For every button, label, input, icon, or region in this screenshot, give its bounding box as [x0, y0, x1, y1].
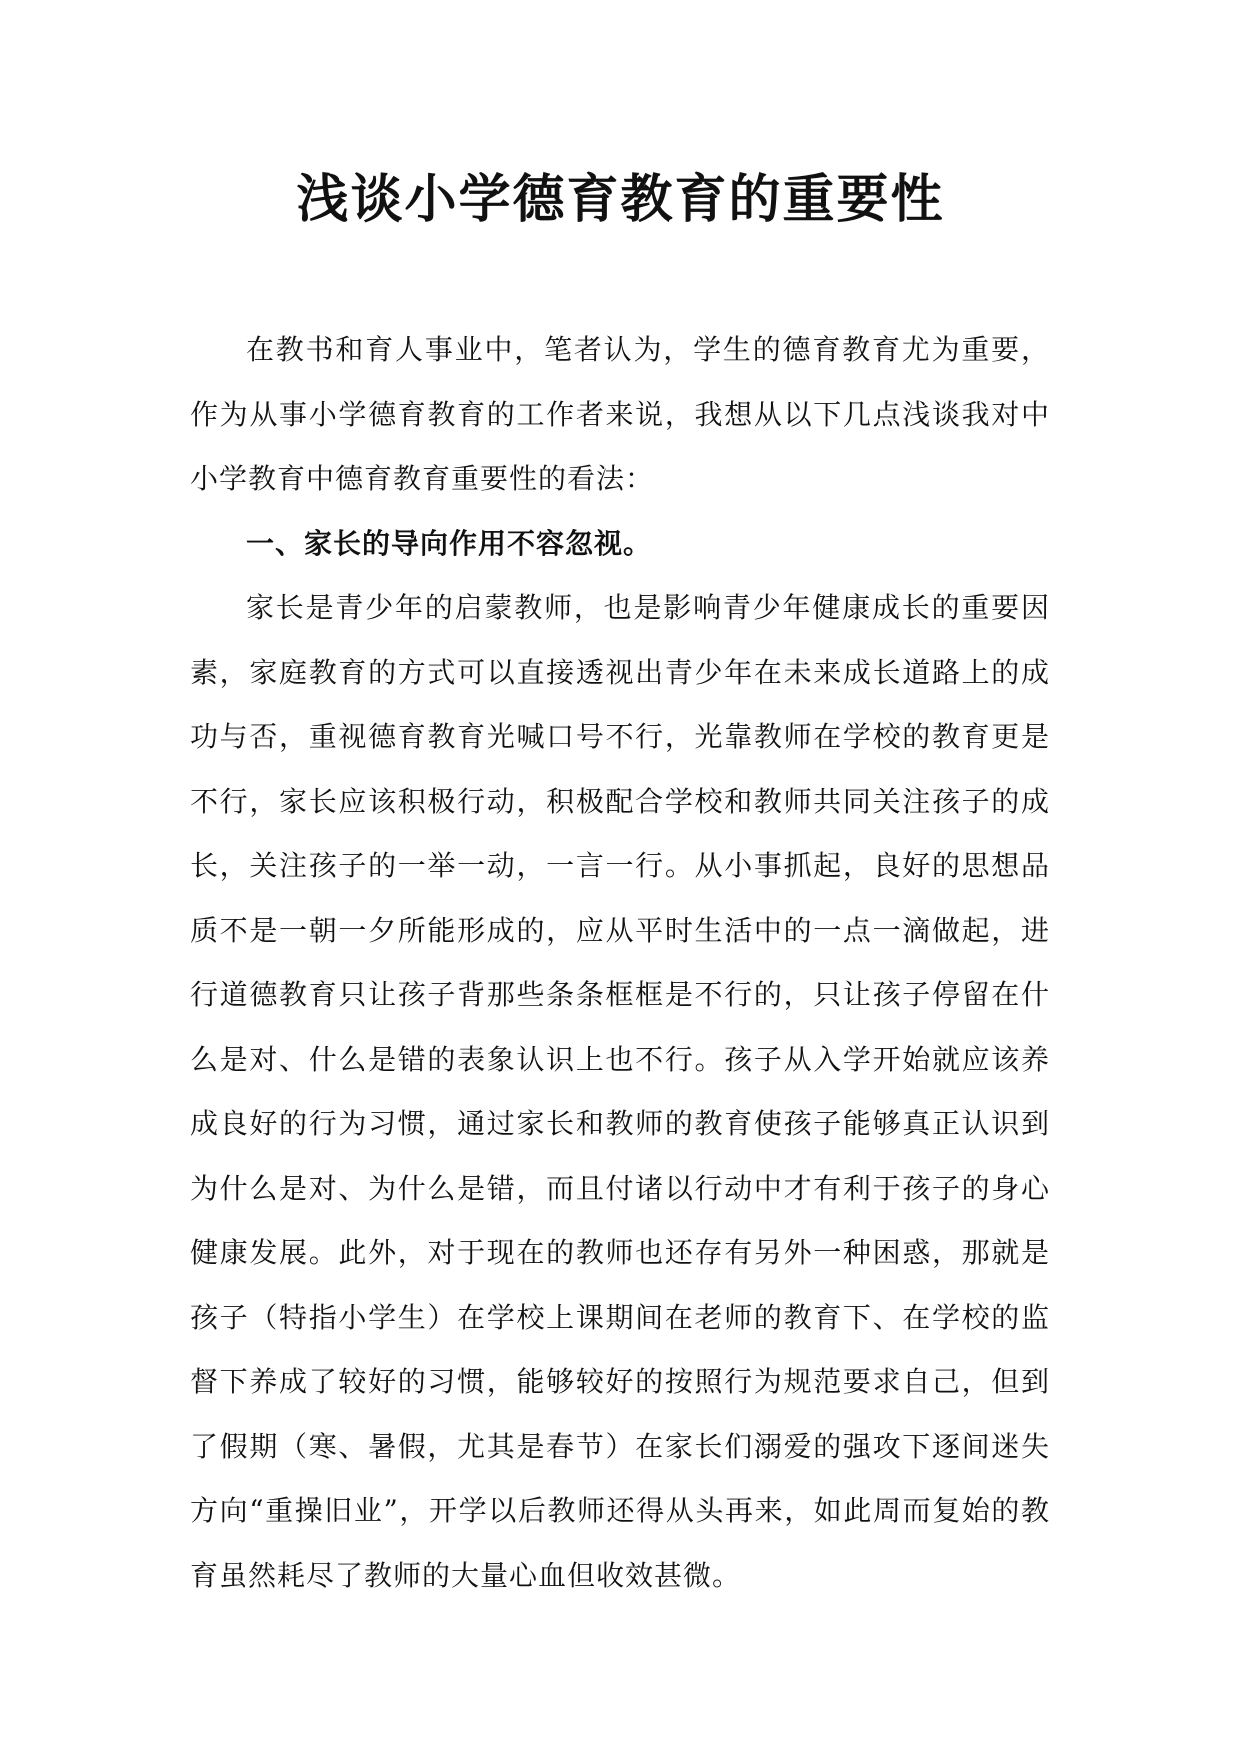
document-body	[190, 318, 1050, 1608]
body-paragraph: 家长是青少年的启蒙教师，也是影响青少年健康成长的重要因素，家庭教育的方式可以直接透视出青少年在未来成长道路上的成功与否，重视德育教育光喊口号不行，光靠教师在学校的教育更是不行，家长应该积极行动，积极配合学校和教师共同关注孩子的成长，关注孩子的一举一动，一言一行。从小事抓起，良好的思想品质不是一朝一夕所能形成的，应从平时生活中的一点一滴做起，进行道德教育只让孩子背那些条条框框是不行的，只让孩子停留在什么是对、什么是错的表象认识上也不行。孩子从入学开始就应该养成良好的行为习惯，通过家长和教师的教育使孩子能够真正认识到为什么是对、为什么是错，而且付诸以行动中才有利于孩子的身心健康发展。此外，对于现在的教师也还存有另外一种困惑，那就是孩子（特指小学生）在学校上课期间在老师的教育下、在学校的监督下养成了较好的习惯，能够较好的按照行为规范要求自己，但到了假期（寒、暑假，尤其是春节）在家长们溺爱的强攻下逐间迷失方向“重操旧业”，开学以后教师还得从头再来，如此周而复始的教育虽然耗尽了教师的大量心血但收效甚微。	[190, 591, 1050, 1592]
intro-paragraph: 在教书和育人事业中，笔者认为，学生的德育教育尤为重要，作为从事小学德育教育的工作者来说，我想从以下几点浅谈我对中小学教育中德育教育重要性的看法：	[190, 333, 1050, 495]
document-title: 浅谈小学德育教育的重要性	[296, 170, 945, 230]
section-heading: 一、家长的导向作用不容忽视。	[246, 526, 653, 560]
